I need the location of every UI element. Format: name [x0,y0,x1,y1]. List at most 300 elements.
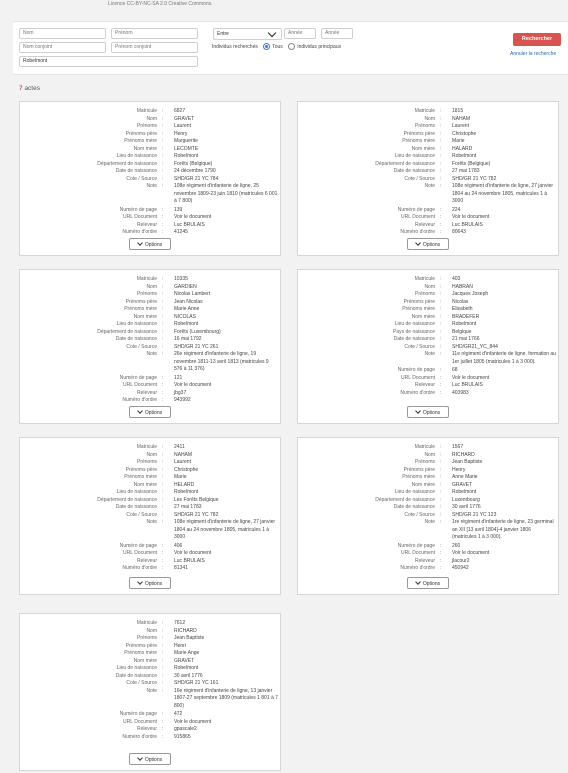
field-label: Prénoms [136,123,157,129]
result-card [19,437,281,595]
field-row-prenoms [20,635,280,643]
field-separator: : [440,291,442,297]
field-label: Nom mère [133,481,157,488]
field-label: URL Document [401,374,435,381]
options-label: Options [144,757,163,763]
field-label: Prénoms mère [124,138,157,144]
field-row-cote [20,512,280,520]
options-button[interactable] [129,406,171,418]
field-value-date: 30 avril 1776 [452,504,481,510]
field-label: Nom mère [411,313,435,320]
field-row-page [20,375,280,383]
field-separator: : [440,496,442,503]
field-separator: : [440,306,442,312]
field-value-prenoms_pere: Nicolas [452,298,469,305]
field-row-prenoms [298,291,558,299]
field-row-lieu [298,489,558,497]
field-separator: : [440,351,442,357]
field-row-dept [20,329,280,337]
field-value-date: 21 mai 1766 [452,336,480,342]
field-separator: : [440,229,442,235]
field-value-prenoms: Jean Baptiste [452,459,483,465]
field-separator: : [440,367,442,373]
field-separator: : [162,168,164,174]
field-value-nom_mere: GRAVET [174,657,195,664]
field-value-nom: NAHAM [174,451,193,458]
field-row-nom_mere [20,482,280,490]
field-label: Prénoms [136,459,157,465]
field-separator: : [162,672,164,679]
field-value-releveur: Luc BRULAIS [452,221,483,228]
field-value-url[interactable]: Voir le document [174,550,212,556]
entre-select-value: Entre [217,31,229,37]
nom-input[interactable]: Nom [19,28,106,39]
result-card [19,101,281,256]
field-row-page [20,543,280,551]
options-button[interactable] [129,753,171,765]
field-value-page: 260 [452,542,461,549]
field-separator: : [162,650,164,656]
field-value-url[interactable]: Voir le document [174,718,212,725]
annee-fin-input[interactable]: Année [321,28,353,39]
field-label: Prénoms mère [124,650,157,656]
field-separator: : [162,557,164,564]
field-row-date [20,504,280,512]
field-value-cote: SHD/GR 21 YC 123 [452,511,497,518]
field-separator: : [162,206,164,213]
field-separator: : [162,726,164,732]
field-label: Prénoms mère [402,306,435,312]
field-row-prenoms_pere [298,299,558,307]
field-value-prenoms_mere: Marie [174,474,187,480]
field-row-lieu [20,321,280,329]
result-card [297,269,559,424]
field-row-matricule [20,108,280,116]
field-value-ordre: 81341 [174,565,188,571]
field-row-prenoms_pere [20,643,280,651]
field-label: Numéro d'ordre [122,733,157,740]
field-value-lieu: Robelmont [174,489,199,495]
field-separator: : [162,733,164,740]
field-label: Releveur [136,389,157,396]
field-label: Note [146,519,157,525]
field-row-prenoms [298,123,558,131]
field-row-cote [298,344,558,352]
field-row-nom [20,628,280,636]
field-value-note: 108e régiment d'infanterie de ligne, 27 janvier 1804 au 24 novembre 1805, matricules 1 à 3000 [452,183,554,204]
field-separator: : [162,138,164,144]
field-separator: : [440,214,442,220]
field-separator: : [440,123,442,129]
field-separator: : [440,343,442,350]
field-value-page: 224 [452,206,461,213]
field-label: Prénoms [136,635,157,641]
chevron-down-icon [415,579,421,585]
field-label: Cote / Source [126,680,157,686]
field-separator: : [440,519,442,525]
field-separator: : [162,711,164,717]
field-separator: : [162,321,164,327]
field-separator: : [162,550,164,556]
field-row-lieu [298,321,558,329]
field-label: Numéro de page [119,374,157,381]
field-value-page: 68 [452,367,458,373]
field-row-ordre [20,565,280,573]
field-value-dept: Forêts (Belgique) [452,160,491,167]
field-label: URL Document [123,550,157,556]
field-label: Lieu de naissance [394,489,435,495]
options-label: Options [144,242,163,248]
chevron-down-icon [137,408,143,414]
field-separator: : [162,374,164,381]
field-label: Nom mère [411,481,435,488]
field-separator: : [162,665,164,671]
field-value-prenoms_pere: Christophe [174,466,199,473]
field-label: Cote / Source [126,343,157,350]
chevron-down-icon [415,240,421,246]
chevron-down-icon [268,29,276,37]
field-value-date: 27 mai 1783 [452,168,480,174]
options-button[interactable] [129,238,171,250]
field-value-releveur: gpascale2 [174,726,197,732]
chevron-down-icon [137,240,143,246]
field-value-url[interactable]: Voir le document [452,374,490,381]
field-value-date: 30 avril 1776 [174,672,203,679]
field-row-prenoms_mere [20,650,280,658]
field-value-prenoms: Laurent [452,123,469,129]
field-label: Releveur [136,557,157,564]
field-value-cote: SHD/GR 21 YC 782 [174,511,219,518]
chevron-down-icon [137,579,143,585]
field-label: Nom mère [133,145,157,152]
field-row-cote [20,344,280,352]
field-label: Note [424,519,435,525]
radio-principaux-label: Individus principaux [297,43,342,50]
field-separator: : [162,481,164,488]
field-separator: : [440,153,442,159]
field-value-page: 406 [174,542,183,549]
field-separator: : [162,336,164,342]
field-row-nom [20,116,280,124]
field-separator: : [162,145,164,152]
field-separator: : [162,519,164,525]
field-row-cote [298,176,558,184]
field-separator: : [162,680,164,686]
field-row-prenoms_mere [20,474,280,482]
field-separator: : [162,466,164,473]
field-value-prenoms: Laurent [174,459,191,465]
field-value-prenoms_pere: Henri [174,642,186,649]
field-separator: : [440,183,442,189]
field-label: Lieu de naissance [116,321,157,327]
field-label: Département de naissance [97,160,157,167]
entre-select[interactable] [213,28,282,40]
field-row-prenoms [298,459,558,467]
field-label: Nom mère [411,145,435,152]
field-value-cote: SHD/GR 21 YC 784 [174,175,219,182]
field-row-lieu [20,489,280,497]
field-separator: : [440,168,442,174]
field-separator: : [162,115,164,122]
options-button[interactable] [407,406,449,418]
field-row-ordre [298,565,558,573]
field-value-matricule: 1567 [452,444,464,450]
radio-principaux[interactable] [288,43,295,50]
field-row-nom_mere [298,482,558,490]
field-label: Nom [424,115,435,122]
field-value-lieu: Robelmont [452,321,477,327]
field-value-ordre: 80643 [452,229,466,235]
field-label: Date de naissance [115,504,157,510]
search-button[interactable]: Rechercher [513,33,561,46]
field-row-date [298,168,558,176]
field-separator: : [162,444,164,450]
field-row-prenoms [20,459,280,467]
options-label: Options [144,410,163,416]
field-row-nom_mere [298,146,558,154]
field-row-ordre [20,734,280,742]
field-label: Numéro de page [119,711,157,717]
prenom-input[interactable]: Prénom [111,28,198,39]
field-value-date: 24 décembre 1790 [174,168,216,174]
field-label: Matricule [136,276,157,282]
field-separator: : [440,504,442,510]
chevron-down-icon [137,755,143,761]
field-label: Matricule [136,620,157,626]
field-value-prenoms_mere: Marguerite [174,138,198,144]
field-label: Date de naissance [393,504,435,510]
field-row-dept [298,497,558,505]
field-label: Prénoms père [125,466,157,473]
field-row-page [20,711,280,719]
field-label: Numéro d'ordre [400,389,435,396]
field-separator: : [440,542,442,549]
prenom-conjoint-input[interactable]: Prénom conjoint [111,42,198,53]
clear-search-link[interactable]: Annuler la recherche [510,51,557,57]
field-separator: : [440,389,442,396]
field-separator: : [440,557,442,564]
field-label: URL Document [401,214,435,220]
field-separator: : [162,298,164,305]
field-row-releveur [20,726,280,734]
field-label: Releveur [414,382,435,388]
field-value-nom: GARDIEN [174,283,197,290]
field-value-date: 16 mai 1792 [174,336,202,342]
lieu-input[interactable]: Robelmont [19,56,198,67]
field-separator: : [162,291,164,297]
field-value-matricule: 6827 [174,108,186,114]
field-separator: : [440,206,442,213]
field-row-page [20,207,280,215]
field-separator: : [162,687,164,694]
field-separator: : [162,328,164,335]
field-label: Cote / Source [126,511,157,518]
individus-label: Individus recherchés [212,43,258,50]
field-value-lieu: Robelmont [174,153,199,159]
field-value-cote: SHD/GR 21 YC 782 [452,175,497,182]
field-value-page: 121 [174,374,183,381]
field-label: Date de naissance [393,336,435,342]
field-row-url [20,550,280,558]
field-value-nom_mere: HELARD [174,481,195,488]
field-label: Prénoms père [125,642,157,649]
field-value-lieu: Robelmont [452,153,477,159]
field-label: Prénoms [414,123,435,129]
options-label: Options [422,242,441,248]
field-separator: : [440,451,442,458]
field-row-date [20,168,280,176]
field-label: Prénoms père [125,130,157,137]
field-separator: : [440,336,442,342]
field-value-nom: RICHARD [452,451,475,458]
field-label: Releveur [414,221,435,228]
field-label: Prénoms mère [402,474,435,480]
field-label: Numéro de page [397,367,435,373]
field-separator: : [162,183,164,189]
field-row-matricule [20,620,280,628]
results-count-number: 7 [19,85,23,92]
field-label: Prénoms mère [124,474,157,480]
options-button[interactable] [407,238,449,250]
field-row-cote [20,176,280,184]
field-row-date [20,673,280,681]
field-label: Prénoms père [403,298,435,305]
field-value-url[interactable]: Voir le document [174,382,212,388]
field-row-matricule [20,444,280,452]
field-row-nom_mere [20,658,280,666]
field-separator: : [162,627,164,634]
result-card [19,613,281,771]
field-separator: : [440,474,442,480]
field-label: Prénoms [414,291,435,297]
field-value-prenoms_mere: Anne Marie [452,474,478,480]
field-value-note: 16e régiment d'infanterie de ligne, 13 janvier 1807-27 septembre 1809 (matricules 1 801 à 7 800) [174,687,278,709]
radio-tous[interactable] [263,43,270,50]
field-value-prenoms: Laurent [174,123,191,129]
field-row-prenoms_mere [298,474,558,482]
field-row-url [20,214,280,222]
options-button[interactable] [407,577,449,589]
field-label: Releveur [136,221,157,228]
nom-conjoint-input[interactable]: Nom conjoint [19,42,106,53]
field-value-dept: Forêts (Luxembourg) [174,328,221,335]
field-row-releveur [298,222,558,230]
field-row-nom [298,284,558,292]
field-label: Lieu de naissance [394,153,435,159]
field-label: Numéro d'ordre [122,397,157,403]
field-separator: : [440,108,442,114]
field-value-matricule: 7612 [174,620,186,626]
field-separator: : [440,160,442,167]
field-value-nom_mere: NICOLAS [174,313,196,320]
field-value-prenoms_pere: Henry [174,130,188,137]
result-card [297,101,559,256]
field-separator: : [440,565,442,571]
field-label: URL Document [123,382,157,388]
field-value-ordre: 450942 [452,565,469,571]
field-label: Releveur [414,557,435,564]
field-label: Cote / Source [404,343,435,350]
field-label: Lieu de naissance [116,489,157,495]
field-label: URL Document [123,214,157,220]
field-label: Numéro de page [119,542,157,549]
field-value-note: 108e régiment d'infanterie de ligne, 25 novembre 1809-23 juin 1810 (matricules 6 001 à 7 800) [174,183,278,204]
field-label: Prénoms [414,459,435,465]
field-separator: : [162,542,164,549]
field-row-lieu [20,665,280,673]
field-row-prenoms_mere [20,306,280,314]
field-separator: : [162,175,164,182]
field-separator: : [440,298,442,305]
field-separator: : [162,496,164,503]
field-row-dept [20,497,280,505]
field-value-url[interactable]: Voir le document [452,550,490,556]
field-value-releveur: Luc BRULAIS [452,382,483,388]
field-separator: : [440,382,442,388]
field-row-prenoms_pere [298,467,558,475]
field-separator: : [440,283,442,290]
options-button[interactable] [129,577,171,589]
field-value-note: 11e régiment d'infanterie de ligne, formation au 1er juillet 1805 (matricules 1 à 3 000). [452,351,556,365]
result-card [19,269,281,424]
field-row-cote [298,512,558,520]
field-separator: : [162,313,164,320]
field-row-ordre [298,229,558,237]
field-value-nom: NAHAM [452,115,471,122]
field-value-url[interactable]: Voir le document [174,214,212,220]
field-value-cote: SHD/GR 21 YC 161 [174,680,219,686]
field-separator: : [440,481,442,488]
radio-tous-label: Tous [272,43,283,50]
field-separator: : [162,283,164,290]
field-label: Cote / Source [404,511,435,518]
field-label: Prénoms [136,291,157,297]
field-separator: : [440,374,442,381]
field-row-releveur [20,222,280,230]
field-separator: : [162,511,164,518]
field-separator: : [440,313,442,320]
field-row-prenoms_mere [20,138,280,146]
field-label: Prénoms père [403,466,435,473]
field-row-prenoms [20,123,280,131]
field-row-lieu [298,153,558,161]
annee-debut-input[interactable]: Année [284,28,316,39]
field-label: Département de naissance [375,160,435,167]
field-label: Lieu de naissance [116,153,157,159]
field-value-dept: Les Forêts Belgique [174,496,219,503]
field-value-prenoms: Jacques Joseph [452,291,489,297]
field-separator: : [440,221,442,228]
field-row-prenoms_pere [298,131,558,139]
field-value-nom: HABRAN [452,283,473,290]
field-separator: : [440,444,442,450]
field-separator: : [162,108,164,114]
license-text: Licence CC-BY-NC-SA 2.0 Creative Commons. [108,1,213,7]
field-label: Numéro de page [119,206,157,213]
field-separator: : [162,221,164,228]
field-value-releveur: jlacour2 [452,557,470,564]
field-row-prenoms_mere [298,306,558,314]
individus-radio-group [212,43,341,50]
field-value-url[interactable]: Voir le document [452,214,490,220]
field-value-prenoms_pere: Christophe [452,130,477,137]
field-label: Nom [424,283,435,290]
results-count [19,85,40,92]
field-separator: : [440,115,442,122]
field-separator: : [162,306,164,312]
field-row-ordre [298,390,558,398]
field-separator: : [162,153,164,159]
